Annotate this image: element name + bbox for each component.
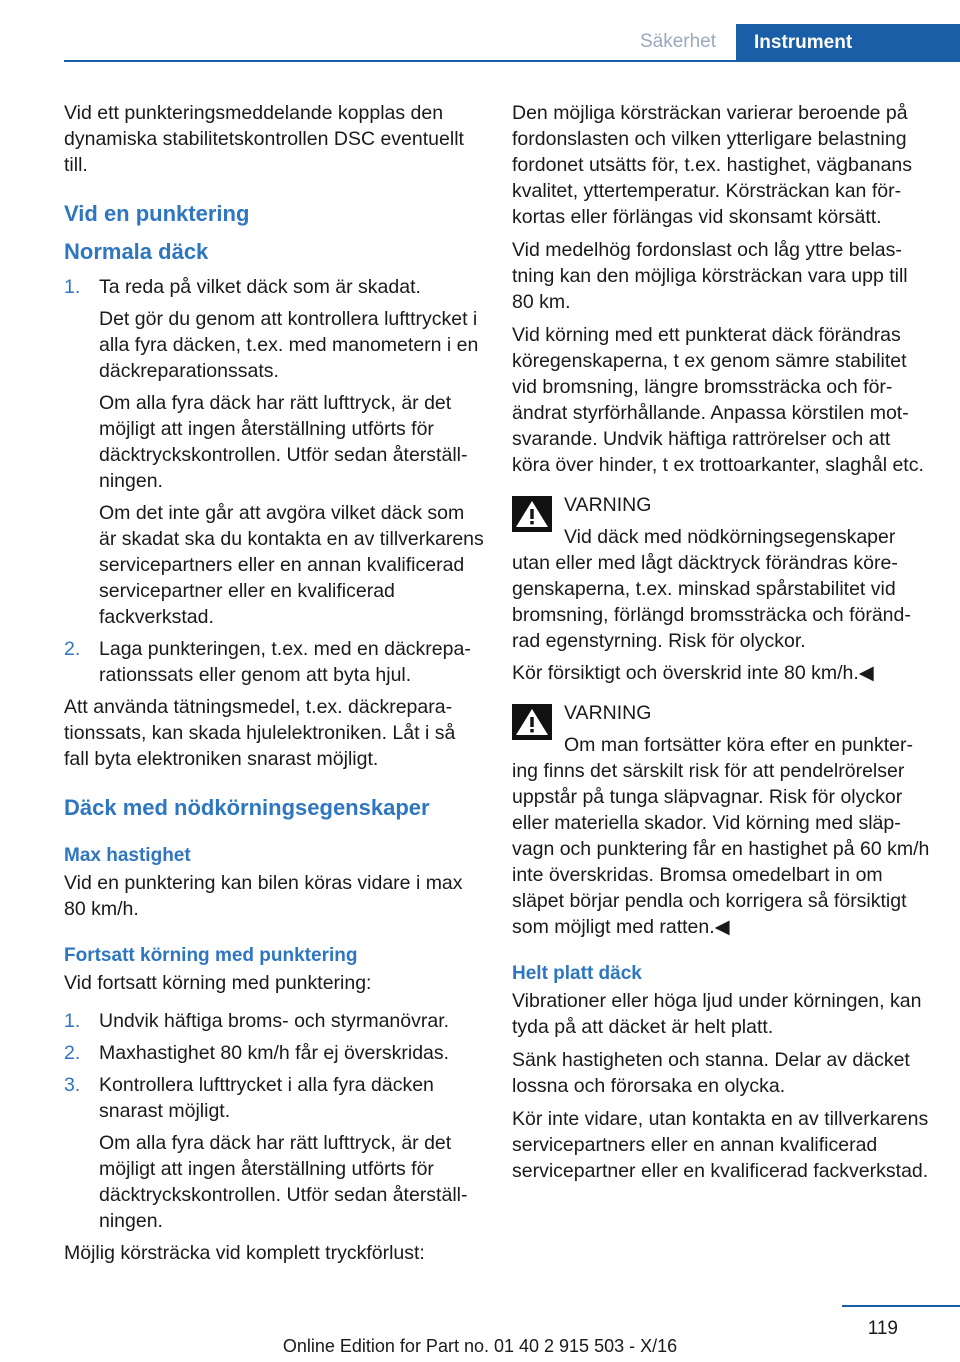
list-number: 3. [64, 1074, 81, 1096]
warning-title: VARNING [564, 702, 652, 724]
load-paragraph: Vid medelhög fordonslast och låg yttre belastning kan den möjliga körsträckan vara upp till 80 km. [512, 239, 908, 313]
heading-flat-tire: Vid en punktering [64, 201, 250, 226]
heading-runflat: Däck med nödkörningsegenskaper [64, 795, 430, 820]
footer-rule [842, 1305, 960, 1307]
list-subtext: Om det inte går att avgöra vilket däck som är skadat ska du kontakta en av tillverkarens servicepartners eller en annan kvalificerad servicepartner eller en kvalificerad fackverkstad. [99, 502, 484, 628]
list-text: Undvik häftiga broms- och styrmanövrar. [99, 1010, 450, 1032]
range-paragraph: Den möjliga körsträckan varierar beroende på fordonslasten och vilken ytterligare belastning fordonet utsätts för, t.ex. hastighet, vägbanans kvalitet, yttertemperatur. Körsträckan kan förkortas eller förlängas vid skonsamt körsätt. [512, 102, 913, 228]
header-rule [64, 60, 960, 62]
list-subtext: Om alla fyra däck har rätt lufttryck, är det möjligt att ingen återställning utförts för däcktryckskontrollen. Utför sedan återställningen. [99, 392, 468, 492]
tab-section: Säkerhet [639, 31, 717, 52]
list-item [64, 636, 484, 688]
list-item [64, 1008, 484, 1034]
list-number: 2. [64, 638, 81, 660]
warning-box [512, 492, 932, 654]
stop-paragraph: Sänk hastigheten och stanna. Delar av däcket lossna och förorsaka en olycka. [512, 1049, 910, 1097]
list-subtext: Om alla fyra däck har rätt lufttryck, är det möjligt att ingen återställning utförts för däcktryckskontrollen. Utför sedan återställningen. [99, 1132, 468, 1232]
edition-line: Online Edition for Part no. 01 40 2 915 503 - X/16 [282, 1336, 678, 1356]
intro-paragraph: Vid ett punkteringsmeddelande kopplas den dynamiska stabilitetskontrollen DSC eventuellt till. [64, 102, 464, 176]
handling-paragraph: Vid körning med ett punkterat däck förändras köregenskaperna, t ex genom sämre stabilitet vid bromsning, längre bromssträcka och förändrat styrförhållande. Anpassa körstilen motsvarande. Undvik häftiga rattrörelser och att köra över hinder, t ex trottoarkanter, slaghål etc. [512, 324, 924, 476]
list-text: Ta reda på vilket däck som är skadat. [99, 276, 421, 298]
list-number: 1. [64, 1010, 81, 1032]
list-text: Laga punkteringen, t.ex. med en däckreparationssats eller genom att byta hjul. [99, 638, 471, 686]
warning-box [512, 700, 932, 940]
contact-paragraph: Kör inte vidare, utan kontakta en av tillverkarens servicepartners eller en annan kvalificerad servicepartner eller en kvalificerad fackverkstad. [512, 1108, 929, 1182]
range-label: Möjlig körsträcka vid komplett tryckförlust: [64, 1242, 425, 1264]
page-number: 119 [867, 1318, 898, 1339]
warning-text: Vid däck med nödkörningsegenskaper utan eller med lågt däcktryck förändras köregenskaperna, t.ex. minskad spårstabilitet vid bromsning, förlängd bromssträcka och förändrad egenstyrning. Risk för olyckor. [512, 526, 911, 652]
max-speed-paragraph: Vid en punktering kan bilen köras vidare i max 80 km/h. [64, 872, 463, 920]
warning-text: Om man fortsätter köra efter en punktering finns det särskilt risk för att pendelrörelser uppstår på tunga släpvagnar. Risk för olyckor eller materiella skador. Vid körning med släpvagn och punktering får en hastighet på 60 km/h inte överskridas. Bromsa omedelbart in om släpet börjar pendla och korrigera så försiktigt som möjligt med ratten.◀ [512, 734, 930, 938]
list-number: 1. [64, 276, 81, 298]
heading-normal-tires: Normala däck [64, 239, 209, 264]
warning-title: VARNING [564, 494, 652, 516]
list-subtext: Det gör du genom att kontrollera lufttrycket i alla fyra däcken, t.ex. med manometern i en däckreparationssats. [99, 308, 479, 382]
warning-triangle-icon [512, 704, 552, 740]
warning-closing: Kör försiktigt och överskrid inte 80 km/h.◀ [512, 662, 874, 684]
left-column [64, 100, 484, 1273]
list-item [64, 1040, 484, 1066]
list-item [64, 274, 484, 630]
heading-completely-flat: Helt platt däck [512, 963, 642, 984]
heading-max-speed: Max hastighet [64, 845, 191, 866]
vibration-paragraph: Vibrationer eller höga ljud under körningen, kan tyda på att däcket är helt platt. [512, 990, 922, 1038]
warning-triangle-icon [512, 496, 552, 532]
list-number: 2. [64, 1042, 81, 1064]
heading-continued-driving: Fortsatt körning med punktering [64, 945, 358, 966]
list-text: Kontrollera lufttrycket i alla fyra däcken snarast möjligt. [99, 1074, 434, 1122]
list-text: Maxhastighet 80 km/h får ej överskridas. [99, 1042, 450, 1064]
sealant-paragraph: Att använda tätningsmedel, t.ex. däckreparationssats, kan skada hjulelektroniken. Låt i så fall byta elektroniken snarast möjligt. [64, 696, 456, 770]
tab-chapter: Instrument [736, 24, 960, 62]
right-column [512, 100, 932, 1191]
continued-intro: Vid fortsatt körning med punktering: [64, 972, 372, 994]
list-item [64, 1072, 484, 1234]
